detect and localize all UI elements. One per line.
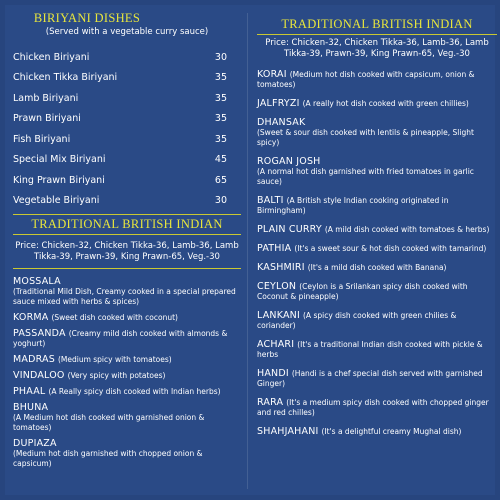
list-item — [257, 157, 497, 187]
list-item — [257, 398, 497, 418]
list-item — [13, 313, 241, 323]
dish-desc: (Very spicy with potatoes) — [67, 371, 166, 380]
item-name: Vegetable Biriyani — [13, 195, 100, 207]
dish-desc: (It's a medium spicy dish cooked with chopped ginger and red chilles) — [257, 398, 489, 417]
british-title-left: TRADITIONAL BRITISH INDIAN — [31, 217, 223, 231]
dish-name: CEYLON — [257, 281, 297, 292]
list-item — [257, 340, 497, 360]
right-column — [257, 17, 497, 437]
item-name: Chicken Tikka Biriyani — [13, 72, 118, 84]
dish-list-right — [257, 70, 497, 437]
list-item — [257, 263, 497, 273]
list-item — [13, 150, 241, 171]
item-price: 45 — [214, 154, 227, 166]
british-title-right: TRADITIONAL BRITISH INDIAN — [281, 17, 473, 31]
dish-name: BALTI — [257, 195, 284, 206]
list-item — [257, 225, 497, 235]
dish-desc: (A British style Indian cooking originated in Birmingham) — [257, 196, 449, 215]
item-price: 30 — [214, 51, 227, 63]
list-item — [13, 403, 241, 433]
divider — [13, 234, 241, 235]
dish-desc: (Creamy mild dish cooked with almonds & yoghurt) — [13, 329, 228, 348]
dish-name: ROGAN JOSH — [257, 156, 321, 167]
dish-desc: (A normal hot dish garnished with fried tomatoes in garlic sauce) — [257, 167, 474, 186]
list-item — [13, 109, 241, 130]
dish-name: PATHIA — [257, 243, 292, 254]
dish-desc: (It's a mild dish cooked with Banana) — [307, 263, 447, 272]
list-item — [13, 88, 241, 109]
biriyani-subtitle: (Served with a vegetable curry sauce) — [45, 27, 209, 37]
list-item — [13, 387, 241, 397]
divider — [257, 34, 497, 35]
list-item — [257, 369, 497, 389]
item-name: Lamb Biriyani — [13, 92, 79, 104]
biriyani-title: BIRIYANI DISHES — [33, 11, 141, 25]
list-item — [13, 355, 241, 365]
dish-desc: (A Medium hot dish cooked with garnished onion & tomatoes) — [13, 413, 205, 432]
dish-name: DUPIAZA — [13, 438, 57, 449]
british-section-left — [13, 214, 241, 269]
dish-name: ACHARI — [257, 339, 295, 350]
dish-desc: (Medium hot dish cooked with capsicum, onion & tomatoes) — [257, 70, 475, 89]
dish-name: BHUNA — [13, 402, 49, 413]
dish-desc: (A mild dish cooked with tomatoes & herbs) — [324, 225, 490, 234]
list-item — [257, 244, 497, 254]
dish-name: JALFRYZI — [257, 98, 300, 109]
dish-name: MOSSALA — [13, 276, 61, 287]
list-item — [257, 282, 497, 302]
dish-name: MADRAS — [13, 354, 55, 365]
list-item — [257, 311, 497, 331]
dish-desc: (Handi is a chef special dish served with garnished Ginger) — [257, 369, 483, 388]
divider — [13, 268, 241, 269]
dish-name: LANKANI — [257, 310, 300, 321]
list-item — [13, 277, 241, 307]
dish-name: DHANSAK — [257, 117, 306, 128]
dish-name: PLAIN CURRY — [257, 224, 322, 235]
item-price: 35 — [214, 92, 227, 104]
list-item — [13, 439, 241, 469]
price-note-left: Price: Chicken-32, Chicken Tikka-36, Lamb-36, Lamb Tikka-39, Prawn-39, King Prawn-65, Veg.-30 — [15, 241, 239, 262]
dish-desc: (It's a sweet sour & hot dish cooked with tamarind) — [294, 244, 487, 253]
biriyani-list — [13, 47, 241, 211]
list-item — [13, 371, 241, 381]
dish-desc: (It's a traditional Indian dish cooked with pickle & herbs — [257, 340, 483, 359]
left-column — [13, 11, 241, 469]
item-price: 35 — [214, 113, 227, 125]
dish-name: RARA — [257, 397, 284, 408]
dish-desc: (Traditional Mild Dish, Creamy cooked in a special prepared sauce mixed with herbs & spices) — [13, 287, 236, 306]
list-item — [13, 329, 241, 349]
item-name: Special Mix Biriyani — [13, 154, 106, 166]
item-name: King Prawn Biriyani — [13, 174, 105, 186]
list-item — [257, 427, 497, 437]
list-item — [13, 170, 241, 191]
dish-desc: (Ceylon is a Srilankan spicy dish cooked with Coconut & pineapple) — [257, 282, 468, 301]
dish-name: SHAHJAHANI — [257, 426, 319, 437]
item-name: Chicken Biriyani — [13, 51, 90, 63]
menu-page — [5, 5, 495, 495]
item-price: 35 — [214, 72, 227, 84]
dish-desc: (Sweet & sour dish cooked with lentils & pineapple, Slight spicy) — [257, 128, 474, 147]
list-item — [13, 191, 241, 212]
dish-name: VINDALOO — [13, 370, 65, 381]
dish-desc: (Medium hot dish garnished with chopped onion & capsicum) — [13, 449, 203, 468]
dish-name: PHAAL — [13, 386, 46, 397]
column-divider — [247, 13, 248, 489]
list-item — [257, 118, 497, 148]
list-item — [13, 68, 241, 89]
item-name: Prawn Biriyani — [13, 113, 81, 125]
dish-name: KORAI — [257, 69, 287, 80]
item-price: 65 — [214, 174, 227, 186]
item-name: Fish Biriyani — [13, 133, 71, 145]
dish-desc: (A really hot dish cooked with green chillies) — [302, 99, 469, 108]
list-item — [257, 99, 497, 109]
dish-name: PASSANDA — [13, 328, 66, 339]
divider — [13, 214, 241, 215]
list-item — [257, 70, 497, 90]
price-note-right: Price: Chicken-32, Chicken Tikka-36, Lamb-36, Lamb Tikka-39, Prawn-39, King Prawn-65, Veg.-30 — [265, 38, 489, 59]
item-price: 30 — [214, 195, 227, 207]
list-item — [13, 129, 241, 150]
dish-desc: (Sweet dish cooked with coconut) — [51, 313, 178, 322]
dish-desc: (A spicy dish cooked with green chilies & coriander) — [257, 311, 457, 330]
dish-desc: (A Really spicy dish cooked with Indian herbs) — [48, 387, 221, 396]
dish-name: KORMA — [13, 312, 49, 323]
dish-desc: (It's a delightful creamy Mughal dish) — [321, 427, 462, 436]
list-item — [13, 47, 241, 68]
item-price: 35 — [214, 133, 227, 145]
dish-desc: (Medium spicy with tomatoes) — [57, 355, 172, 364]
list-item — [257, 196, 497, 216]
dish-list-left — [13, 277, 241, 469]
dish-name: KASHMIRI — [257, 262, 305, 273]
dish-name: HANDI — [257, 368, 289, 379]
